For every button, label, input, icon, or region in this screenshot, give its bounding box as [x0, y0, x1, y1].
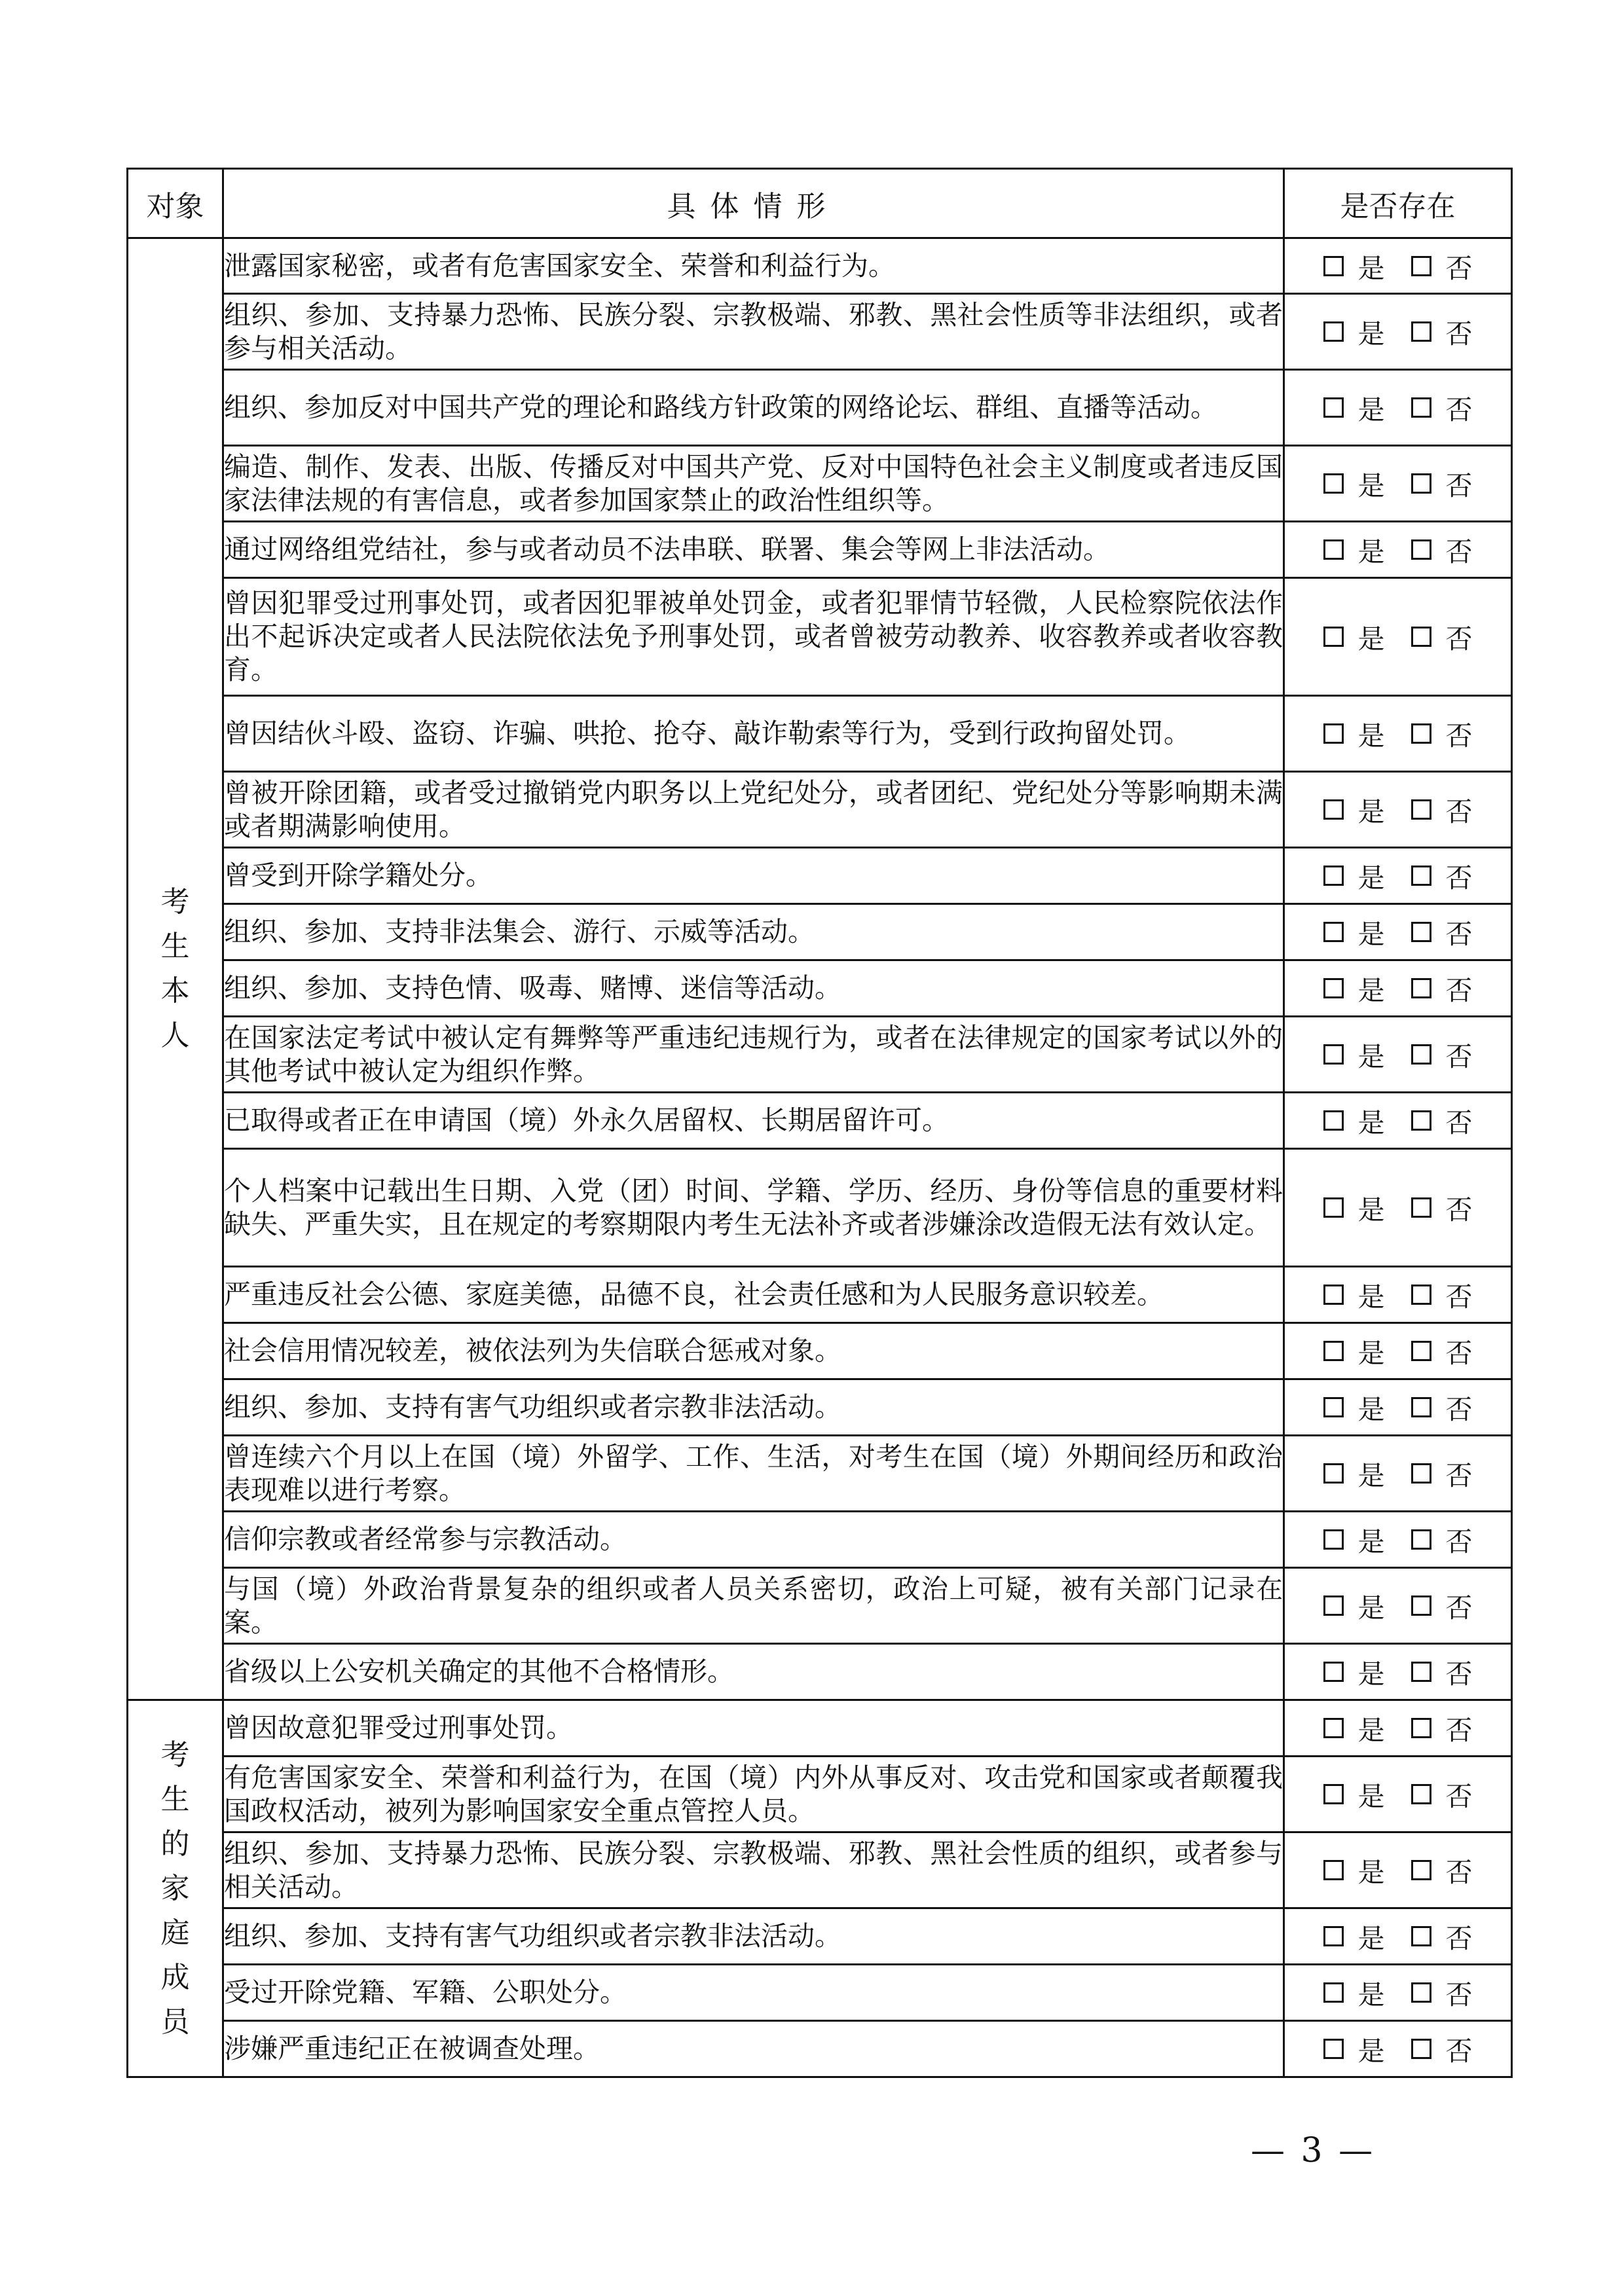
- option-label-no: 否: [1445, 862, 1473, 894]
- checkbox-yes[interactable]: [1323, 1595, 1344, 1616]
- header-existence: 是否存在: [1284, 169, 1512, 238]
- checkbox-no[interactable]: [1411, 627, 1431, 647]
- table-row: [128, 772, 1512, 848]
- checkbox-yes[interactable]: [1323, 1718, 1344, 1738]
- option-label-no: 否: [1445, 1592, 1473, 1624]
- checkbox-yes[interactable]: [1323, 1926, 1344, 1946]
- checkbox-yes[interactable]: [1323, 1784, 1344, 1804]
- object-cell: [128, 1700, 223, 2077]
- option-label-yes: 是: [1357, 1394, 1385, 1425]
- option-no[interactable]: [1411, 1188, 1473, 1227]
- situation-cell: 涉嫌严重违纪正在被调查处理。: [223, 2021, 1284, 2077]
- option-no[interactable]: [1411, 1275, 1473, 1314]
- option-label-no: 否: [1445, 1041, 1473, 1072]
- option-label-no: 否: [1445, 536, 1473, 568]
- situation-cell: 组织、参加、支持有害气功组织或者宗教非法活动。: [223, 1379, 1284, 1436]
- option-label-no: 否: [1445, 1394, 1473, 1425]
- situation-cell: 组织、参加、支持非法集会、游行、示威等活动。: [223, 904, 1284, 960]
- option-label-yes: 是: [1357, 318, 1385, 350]
- table-row: [128, 1512, 1512, 1568]
- option-label-yes: 是: [1357, 1857, 1385, 1888]
- table-row: [128, 1267, 1512, 1323]
- option-label-no: 否: [1445, 796, 1473, 828]
- option-label-yes: 是: [1357, 1460, 1385, 1491]
- option-yes[interactable]: [1323, 388, 1385, 427]
- table-row: [128, 1832, 1512, 1908]
- table-row: [128, 1644, 1512, 1700]
- checkbox-yes[interactable]: [1323, 1529, 1344, 1550]
- table-row: [128, 1908, 1512, 1965]
- option-yes[interactable]: [1323, 714, 1385, 753]
- checkbox-no[interactable]: [1411, 1718, 1431, 1738]
- existence-cell: [1284, 446, 1512, 522]
- situation-cell: 曾被开除团籍，或者受过撤销党内职务以上党纪处分，或者团纪、党纪处分等影响期未满或者期满影响使用。: [223, 772, 1284, 848]
- checkbox-no[interactable]: [1411, 1285, 1431, 1305]
- option-yes[interactable]: [1323, 1454, 1385, 1493]
- checkbox-yes[interactable]: [1323, 2039, 1344, 2059]
- option-label-yes: 是: [1357, 1923, 1385, 1954]
- header-situation: [223, 169, 1284, 238]
- checkbox-yes[interactable]: [1323, 627, 1344, 647]
- situation-cell: 曾因结伙斗殴、盗窃、诈骗、哄抢、抢夺、敲诈勒索等行为，受到行政拘留处罚。: [223, 696, 1284, 772]
- option-label-no: 否: [1445, 1781, 1473, 1812]
- option-no[interactable]: [1411, 1035, 1473, 1074]
- existence-cell: [1284, 1017, 1512, 1093]
- situation-cell: 曾因故意犯罪受过刑事处罚。: [223, 1700, 1284, 1757]
- option-no[interactable]: [1411, 714, 1473, 753]
- option-label-yes: 是: [1357, 919, 1385, 950]
- option-no[interactable]: [1411, 1973, 1473, 2012]
- option-no[interactable]: [1411, 1101, 1473, 1140]
- checkbox-no[interactable]: [1411, 1463, 1431, 1484]
- existence-cell: [1284, 848, 1512, 904]
- option-yes[interactable]: [1323, 1917, 1385, 1956]
- option-no[interactable]: [1411, 1586, 1473, 1625]
- option-label-yes: 是: [1357, 1107, 1385, 1139]
- option-no[interactable]: [1411, 790, 1473, 829]
- option-no[interactable]: [1411, 1454, 1473, 1493]
- option-no[interactable]: [1411, 247, 1473, 285]
- option-label-yes: 是: [1357, 1041, 1385, 1072]
- option-label-no: 否: [1445, 2035, 1473, 2067]
- option-label-yes: 是: [1357, 720, 1385, 752]
- object-label: 考生本人: [160, 885, 190, 1052]
- situation-cell: 编造、制作、发表、出版、传播反对中国共产党、反对中国特色社会主义制度或者违反国家法律法规的有害信息，或者参加国家禁止的政治性组织等。: [223, 446, 1284, 522]
- situation-cell: 省级以上公安机关确定的其他不合格情形。: [223, 1644, 1284, 1700]
- option-no[interactable]: [1411, 464, 1473, 503]
- option-no[interactable]: [1411, 969, 1473, 1008]
- checkbox-no[interactable]: [1411, 1197, 1431, 1218]
- option-label-yes: 是: [1357, 2035, 1385, 2067]
- option-label-no: 否: [1445, 1979, 1473, 2011]
- situation-cell: 信仰宗教或者经常参与宗教活动。: [223, 1512, 1284, 1568]
- existence-cell: [1284, 1149, 1512, 1267]
- existence-cell: [1284, 578, 1512, 696]
- checkbox-no[interactable]: [1411, 1784, 1431, 1804]
- existence-cell: [1284, 696, 1512, 772]
- option-no[interactable]: [1411, 1520, 1473, 1559]
- table-row: [128, 848, 1512, 904]
- existence-cell: [1284, 1379, 1512, 1436]
- table-row: [128, 1436, 1512, 1512]
- existence-cell: [1284, 772, 1512, 848]
- checkbox-no[interactable]: [1411, 1529, 1431, 1550]
- checkbox-yes[interactable]: [1323, 321, 1344, 342]
- option-yes[interactable]: [1323, 1775, 1385, 1813]
- option-no[interactable]: [1411, 2030, 1473, 2068]
- checkbox-no[interactable]: [1411, 321, 1431, 342]
- option-label-no: 否: [1445, 318, 1473, 350]
- header-object: 对象: [128, 169, 223, 238]
- object-cell: [128, 238, 223, 1700]
- option-no[interactable]: [1411, 312, 1473, 351]
- option-label-no: 否: [1445, 1460, 1473, 1491]
- checkbox-yes[interactable]: [1323, 1463, 1344, 1484]
- option-no[interactable]: [1411, 1332, 1473, 1370]
- option-no[interactable]: [1411, 1851, 1473, 1889]
- option-no[interactable]: [1411, 856, 1473, 895]
- table-row: [128, 1757, 1512, 1832]
- table-row: [128, 1093, 1512, 1149]
- option-label-no: 否: [1445, 1107, 1473, 1139]
- checkbox-no[interactable]: [1411, 473, 1431, 494]
- option-label-yes: 是: [1357, 1194, 1385, 1226]
- situation-cell: 个人档案中记载出生日期、入党（团）时间、学籍、学历、经历、身份等信息的重要材料缺失、严重失实，且在规定的考察期限内考生无法补齐或者涉嫌涂改造假无法有效认定。: [223, 1149, 1284, 1267]
- existence-cell: [1284, 1093, 1512, 1149]
- option-label-no: 否: [1445, 252, 1473, 284]
- table-row: [128, 1017, 1512, 1093]
- table-body: [128, 238, 1512, 2077]
- existence-cell: [1284, 370, 1512, 446]
- situation-cell: 严重违反社会公德、家庭美德，品德不良，社会责任感和为人民服务意识较差。: [223, 1267, 1284, 1323]
- checkbox-yes[interactable]: [1323, 1982, 1344, 2003]
- situation-cell: 组织、参加、支持有害气功组织或者宗教非法活动。: [223, 1908, 1284, 1965]
- checkbox-yes[interactable]: [1323, 799, 1344, 820]
- option-yes[interactable]: [1323, 312, 1385, 351]
- checkbox-yes[interactable]: [1323, 866, 1344, 886]
- situation-cell: 组织、参加、支持暴力恐怖、民族分裂、宗教极端、邪教、黑社会性质的组织，或者参与相关活动。: [223, 1832, 1284, 1908]
- existence-cell: [1284, 904, 1512, 960]
- checkbox-yes[interactable]: [1323, 922, 1344, 942]
- option-yes[interactable]: [1323, 1586, 1385, 1625]
- table-row: [128, 696, 1512, 772]
- checkbox-yes[interactable]: [1323, 473, 1344, 494]
- option-label-no: 否: [1445, 1857, 1473, 1888]
- table-row: [128, 1965, 1512, 2021]
- situation-cell: 组织、参加、支持色情、吸毒、赌博、迷信等活动。: [223, 960, 1284, 1017]
- option-label-yes: 是: [1357, 975, 1385, 1006]
- table-row: [128, 238, 1512, 294]
- option-yes[interactable]: [1323, 1332, 1385, 1370]
- option-label-yes: 是: [1357, 394, 1385, 426]
- object-label: 考生的家庭成员: [160, 1738, 190, 2039]
- checkbox-no[interactable]: [1411, 397, 1431, 418]
- table-row: [128, 370, 1512, 446]
- option-yes[interactable]: [1323, 1188, 1385, 1227]
- table-row: [128, 1149, 1512, 1267]
- option-label-no: 否: [1445, 975, 1473, 1006]
- checkbox-yes[interactable]: [1323, 1110, 1344, 1131]
- checkbox-yes[interactable]: [1323, 723, 1344, 744]
- existence-cell: [1284, 1832, 1512, 1908]
- checkbox-no[interactable]: [1411, 1341, 1431, 1361]
- option-yes[interactable]: [1323, 790, 1385, 829]
- option-no[interactable]: [1411, 1388, 1473, 1427]
- option-label-no: 否: [1445, 720, 1473, 752]
- option-label-no: 否: [1445, 1338, 1473, 1369]
- table-row: [128, 294, 1512, 370]
- option-label-no: 否: [1445, 919, 1473, 950]
- checkbox-no[interactable]: [1411, 1860, 1431, 1880]
- option-label-yes: 是: [1357, 252, 1385, 284]
- option-yes[interactable]: [1323, 247, 1385, 285]
- option-yes[interactable]: [1323, 1101, 1385, 1140]
- option-yes[interactable]: [1323, 1520, 1385, 1559]
- checkbox-yes[interactable]: [1323, 1044, 1344, 1065]
- table-row: [128, 960, 1512, 1017]
- option-label-yes: 是: [1357, 862, 1385, 894]
- existence-cell: [1284, 1908, 1512, 1965]
- checkbox-no[interactable]: [1411, 978, 1431, 998]
- option-label-yes: 是: [1357, 1338, 1385, 1369]
- option-label-yes: 是: [1357, 1658, 1385, 1690]
- checkbox-yes[interactable]: [1323, 1285, 1344, 1305]
- option-no[interactable]: [1411, 1917, 1473, 1956]
- option-yes[interactable]: [1323, 1035, 1385, 1074]
- situation-cell: 组织、参加反对中国共产党的理论和路线方针政策的网络论坛、群组、直播等活动。: [223, 370, 1284, 446]
- option-label-yes: 是: [1357, 1715, 1385, 1746]
- option-no[interactable]: [1411, 388, 1473, 427]
- checkbox-no[interactable]: [1411, 866, 1431, 886]
- option-yes[interactable]: [1323, 1388, 1385, 1427]
- checkbox-no[interactable]: [1411, 1044, 1431, 1065]
- checkbox-yes[interactable]: [1323, 397, 1344, 418]
- option-yes[interactable]: [1323, 913, 1385, 951]
- option-no[interactable]: [1411, 1652, 1473, 1691]
- situation-cell: 在国家法定考试中被认定有舞弊等严重违纪违规行为，或者在法律规定的国家考试以外的其他考试中被认定为组织作弊。: [223, 1017, 1284, 1093]
- option-label-yes: 是: [1357, 1781, 1385, 1812]
- situation-cell: 已取得或者正在申请国（境）外永久居留权、长期居留许可。: [223, 1093, 1284, 1149]
- table-header-row: [128, 169, 1512, 238]
- existence-cell: [1284, 238, 1512, 294]
- checkbox-no[interactable]: [1411, 539, 1431, 560]
- existence-cell: [1284, 1568, 1512, 1644]
- option-yes[interactable]: [1323, 2030, 1385, 2068]
- situation-cell: 泄露国家秘密，或者有危害国家安全、荣誉和利益行为。: [223, 238, 1284, 294]
- page-number: — 3 —: [1251, 2131, 1376, 2170]
- option-no[interactable]: [1411, 617, 1473, 656]
- checkbox-no[interactable]: [1411, 1982, 1431, 2003]
- existence-cell: [1284, 522, 1512, 578]
- checkbox-no[interactable]: [1411, 1926, 1431, 1946]
- situation-cell: 社会信用情况较差，被依法列为失信联合惩戒对象。: [223, 1323, 1284, 1379]
- table-row: [128, 904, 1512, 960]
- option-yes[interactable]: [1323, 1709, 1385, 1747]
- option-no[interactable]: [1411, 530, 1473, 569]
- situation-cell: 曾受到开除学籍处分。: [223, 848, 1284, 904]
- option-label-no: 否: [1445, 1923, 1473, 1954]
- table-row: [128, 1379, 1512, 1436]
- situation-cell: 曾连续六个月以上在国（境）外留学、工作、生活，对考生在国（境）外期间经历和政治表现难以进行考察。: [223, 1436, 1284, 1512]
- option-yes[interactable]: [1323, 1275, 1385, 1314]
- option-label-no: 否: [1445, 1194, 1473, 1226]
- situation-cell: 受过开除党籍、军籍、公职处分。: [223, 1965, 1284, 2021]
- checkbox-yes[interactable]: [1323, 1197, 1344, 1218]
- existence-cell: [1284, 2021, 1512, 2077]
- option-label-yes: 是: [1357, 623, 1385, 655]
- option-yes[interactable]: [1323, 1652, 1385, 1691]
- checkbox-yes[interactable]: [1323, 1662, 1344, 1682]
- table-row: [128, 578, 1512, 696]
- option-label-yes: 是: [1357, 796, 1385, 828]
- table-row: [128, 1323, 1512, 1379]
- table-row: [128, 446, 1512, 522]
- existence-cell: [1284, 294, 1512, 370]
- checkbox-no[interactable]: [1411, 799, 1431, 820]
- option-label-yes: 是: [1357, 1979, 1385, 2011]
- option-yes[interactable]: [1323, 464, 1385, 503]
- existence-cell: [1284, 1267, 1512, 1323]
- checkbox-no[interactable]: [1411, 1110, 1431, 1131]
- option-yes[interactable]: [1323, 530, 1385, 569]
- table-row: [128, 1700, 1512, 1757]
- option-yes[interactable]: [1323, 617, 1385, 656]
- situation-cell: 与国（境）外政治背景复杂的组织或者人员关系密切，政治上可疑，被有关部门记录在案。: [223, 1568, 1284, 1644]
- checkbox-yes[interactable]: [1323, 256, 1344, 276]
- existence-cell: [1284, 1512, 1512, 1568]
- option-label-yes: 是: [1357, 536, 1385, 568]
- existence-cell: [1284, 1757, 1512, 1832]
- option-yes[interactable]: [1323, 969, 1385, 1008]
- option-label-no: 否: [1445, 1658, 1473, 1690]
- option-label-yes: 是: [1357, 1592, 1385, 1624]
- checkbox-yes[interactable]: [1323, 1397, 1344, 1417]
- checkbox-no[interactable]: [1411, 1397, 1431, 1417]
- checkbox-yes[interactable]: [1323, 539, 1344, 560]
- checkbox-no[interactable]: [1411, 1662, 1431, 1682]
- situation-cell: 有危害国家安全、荣誉和利益行为，在国（境）内外从事反对、攻击党和国家或者颠覆我国政权活动，被列为影响国家安全重点管控人员。: [223, 1757, 1284, 1832]
- option-yes[interactable]: [1323, 856, 1385, 895]
- situation-cell: 通过网络组党结社，参与或者动员不法串联、联署、集会等网上非法活动。: [223, 522, 1284, 578]
- option-no[interactable]: [1411, 1709, 1473, 1747]
- existence-cell: [1284, 1644, 1512, 1700]
- checkbox-no[interactable]: [1411, 256, 1431, 276]
- checkbox-yes[interactable]: [1323, 978, 1344, 998]
- existence-cell: [1284, 1323, 1512, 1379]
- option-no[interactable]: [1411, 1775, 1473, 1813]
- option-yes[interactable]: [1323, 1973, 1385, 2012]
- option-label-yes: 是: [1357, 1526, 1385, 1558]
- situation-cell: 曾因犯罪受过刑事处罚，或者因犯罪被单处罚金，或者犯罪情节轻微，人民检察院依法作出不起诉决定或者人民法院依法免予刑事处罚，或者曾被劳动教养、收容教养或者收容教育。: [223, 578, 1284, 696]
- table-row: [128, 1568, 1512, 1644]
- checkbox-no[interactable]: [1411, 2039, 1431, 2059]
- header-situation-label: 具体情形: [667, 189, 840, 223]
- option-label-no: 否: [1445, 470, 1473, 501]
- checkbox-no[interactable]: [1411, 1595, 1431, 1616]
- checkbox-no[interactable]: [1411, 723, 1431, 744]
- existence-cell: [1284, 1436, 1512, 1512]
- option-yes[interactable]: [1323, 1851, 1385, 1889]
- checkbox-yes[interactable]: [1323, 1860, 1344, 1880]
- political-review-table: [126, 168, 1513, 2078]
- existence-cell: [1284, 1965, 1512, 2021]
- option-no[interactable]: [1411, 913, 1473, 951]
- option-label-no: 否: [1445, 1281, 1473, 1313]
- option-label-no: 否: [1445, 623, 1473, 655]
- table-row: [128, 2021, 1512, 2077]
- existence-cell: [1284, 960, 1512, 1017]
- checkbox-no[interactable]: [1411, 922, 1431, 942]
- option-label-yes: 是: [1357, 470, 1385, 501]
- existence-cell: [1284, 1700, 1512, 1757]
- checkbox-yes[interactable]: [1323, 1341, 1344, 1361]
- option-label-no: 否: [1445, 1715, 1473, 1746]
- option-label-yes: 是: [1357, 1281, 1385, 1313]
- option-label-no: 否: [1445, 394, 1473, 426]
- table-row: [128, 522, 1512, 578]
- situation-cell: 组织、参加、支持暴力恐怖、民族分裂、宗教极端、邪教、黑社会性质等非法组织，或者参与相关活动。: [223, 294, 1284, 370]
- option-label-no: 否: [1445, 1526, 1473, 1558]
